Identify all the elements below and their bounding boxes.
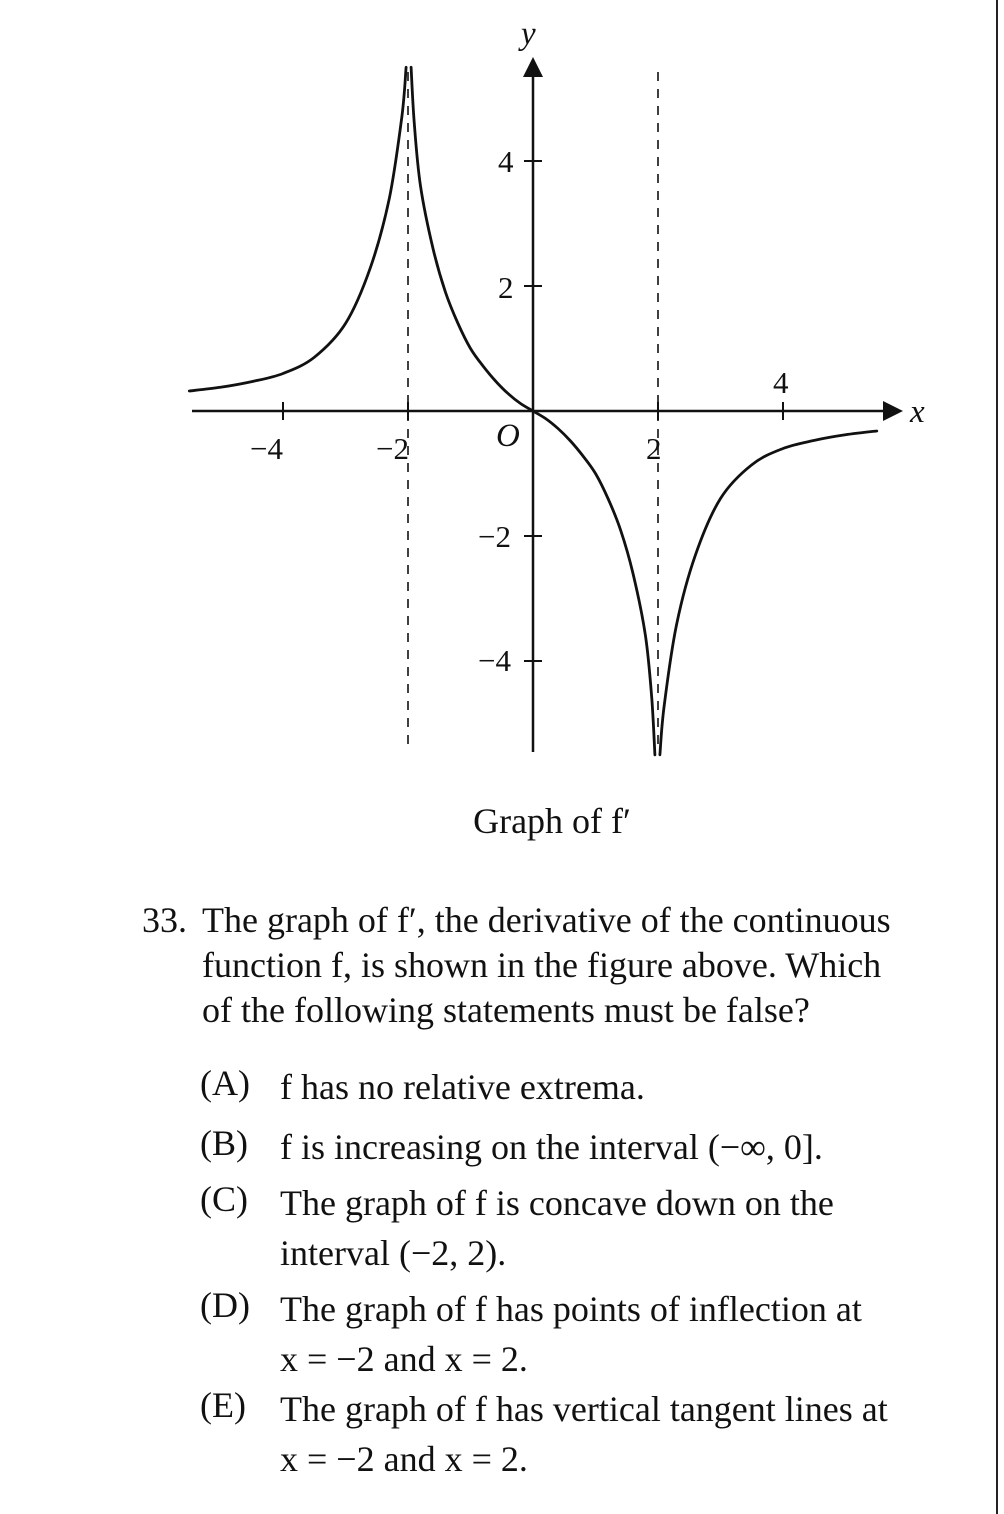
choice-text bbox=[280, 1122, 823, 1172]
choice-letter: (A) bbox=[200, 1063, 250, 1103]
choice-line: f has no relative extrema. bbox=[280, 1067, 645, 1107]
choice-line: f is increasing on the interval (−∞, 0]. bbox=[280, 1127, 823, 1167]
origin-label: O bbox=[496, 418, 520, 454]
axes bbox=[192, 62, 898, 752]
question-number: 33. bbox=[142, 900, 187, 940]
choice-letter: (D) bbox=[200, 1285, 250, 1325]
choice-line: The graph of f is concave down on the bbox=[280, 1183, 834, 1223]
y-tick-label-neg4: −4 bbox=[478, 643, 511, 678]
choice-letter: (C) bbox=[200, 1179, 248, 1219]
choice-text bbox=[280, 1178, 834, 1278]
choice-line: x = −2 and x = 2. bbox=[280, 1439, 528, 1479]
question-line-3: of the following statements must be false? bbox=[202, 990, 810, 1030]
x-tick-label-neg2: −2 bbox=[376, 431, 409, 466]
axis-labels bbox=[250, 16, 925, 678]
choice-letter: (B) bbox=[200, 1123, 248, 1163]
curve-f-left-branch bbox=[189, 67, 406, 391]
choice-letter: (E) bbox=[200, 1385, 246, 1425]
question-stem bbox=[202, 898, 992, 1033]
choice-text bbox=[280, 1284, 862, 1384]
question-line-1: The graph of f′, the derivative of the continuous bbox=[202, 900, 891, 940]
choice-text bbox=[280, 1062, 645, 1112]
caption-text: Graph of f′ bbox=[473, 801, 631, 841]
figure-caption bbox=[100, 800, 1004, 842]
choice-line: The graph of f has vertical tangent lines at bbox=[280, 1389, 888, 1429]
y-axis-label: y bbox=[521, 16, 536, 52]
choice-line: interval (−2, 2). bbox=[280, 1233, 507, 1273]
choice-line: The graph of f has points of inflection at bbox=[280, 1289, 862, 1329]
x-axis-label: x bbox=[910, 394, 925, 430]
y-tick-label-4: 4 bbox=[498, 144, 514, 179]
curve-f-right-branch bbox=[660, 431, 877, 755]
question-line-2: function f, is shown in the figure above. Which bbox=[202, 945, 882, 985]
x-tick-label-4: 4 bbox=[773, 365, 789, 400]
choice-text bbox=[280, 1384, 888, 1484]
choice-line: x = −2 and x = 2. bbox=[280, 1339, 528, 1379]
y-tick-label-neg2: −2 bbox=[478, 519, 511, 554]
x-tick-label-2: 2 bbox=[646, 431, 662, 466]
x-tick-label-neg4: −4 bbox=[250, 431, 283, 466]
y-tick-label-2: 2 bbox=[498, 270, 514, 305]
